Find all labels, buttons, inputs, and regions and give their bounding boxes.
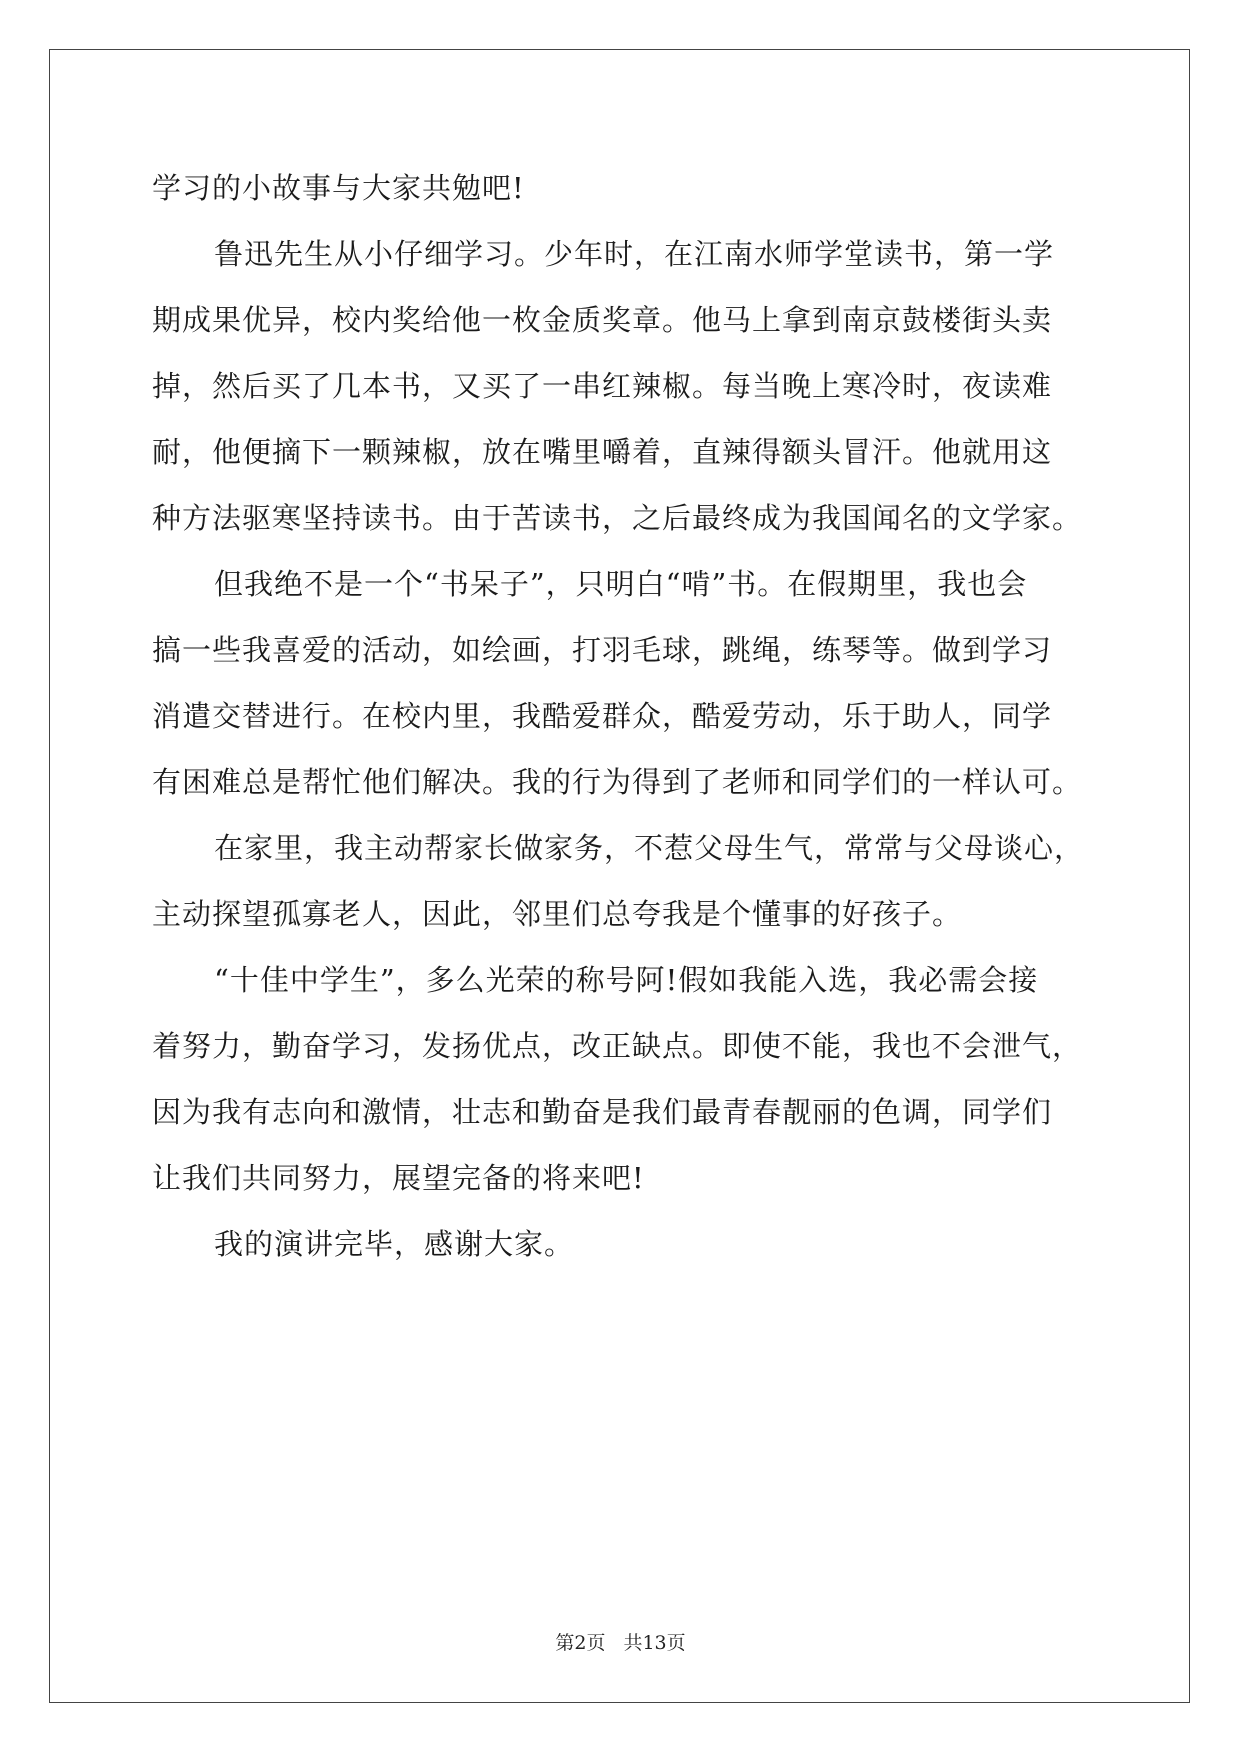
page-total: 共13页 xyxy=(623,1632,686,1654)
text-line: 我的演讲完毕，感谢大家。 xyxy=(214,1227,575,1261)
page-footer xyxy=(0,1628,1241,1655)
text-line: 期成果优异，校内奖给他一枚金质奖章。他马上拿到南京鼓楼街头卖 xyxy=(152,303,1053,337)
text-line: 在家里，我主动帮家长做家务，不惹父母生气，常常与父母谈心， xyxy=(214,831,1085,865)
text-line: “十佳中学生”，多么光荣的称号阿!假如我能入选，我必需会接 xyxy=(214,963,1039,997)
text-line: 着努力，勤奋学习，发扬优点，改正缺点。即使不能，我也不会泄气， xyxy=(152,1029,1083,1063)
text-line: 学习的小故事与大家共勉吧! xyxy=(152,171,525,205)
text-line: 但我绝不是一个“书呆子”，只明白“啃”书。在假期里，我也会 xyxy=(214,567,1028,601)
text-line: 消遣交替进行。在校内里，我酷爱群众，酷爱劳动，乐于助人，同学 xyxy=(152,699,1053,733)
text-line: 鲁迅先生从小仔细学习。少年时，在江南水师学堂读书，第一学 xyxy=(214,237,1055,271)
text-line: 耐，他便摘下一颗辣椒，放在嘴里嚼着，直辣得额头冒汗。他就用这 xyxy=(152,435,1053,469)
text-line: 有困难总是帮忙他们解决。我的行为得到了老师和同学们的一样认可。 xyxy=(152,765,1083,799)
text-line: 种方法驱寒坚持读书。由于苦读书，之后最终成为我国闻名的文学家。 xyxy=(152,501,1083,535)
text-line: 因为我有志向和激情，壮志和勤奋是我们最青春靓丽的色调，同学们 xyxy=(152,1095,1053,1129)
document-body xyxy=(152,155,1097,1277)
text-line: 主动探望孤寡老人，因此，邻里们总夸我是个懂事的好孩子。 xyxy=(152,897,963,931)
text-line: 掉，然后买了几本书，又买了一串红辣椒。每当晚上寒冷时，夜读难 xyxy=(152,369,1053,403)
text-line: 让我们共同努力，展望完备的将来吧! xyxy=(152,1161,645,1195)
text-line: 搞一些我喜爱的活动，如绘画，打羽毛球，跳绳，练琴等。做到学习 xyxy=(152,633,1053,667)
page-number: 第2页 xyxy=(555,1632,606,1654)
